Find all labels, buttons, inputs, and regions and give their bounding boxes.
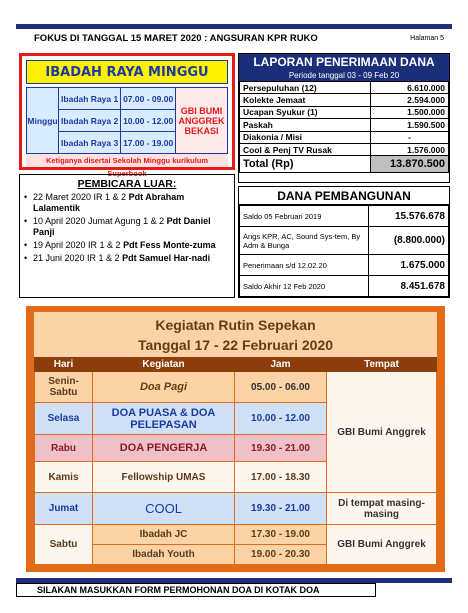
session-name: Ibadah Raya 3 [59,132,121,154]
activity-cell: COOL [93,493,235,525]
speaker-name: Pdt Abraham Lalamentik [33,192,185,213]
dana-row [240,227,449,255]
row-label: Saldo 05 Februari 2019 [240,206,369,227]
row-value: 6.610.000 [371,82,449,94]
kegiatan-heading [34,312,437,357]
time-cell: 10.00 - 12.00 [235,403,327,435]
item-text: 10 April 2020 Jumat Agung 1 & 2 [33,216,167,226]
kegiatan-table [34,357,437,565]
laporan-table [239,81,449,173]
laporan-row [240,119,449,131]
laporan-row [240,82,449,94]
time-cell: 19.00 - 20.30 [235,545,327,565]
total-value: 13.870.500 [371,156,449,173]
dana-pembangunan-box [238,186,450,298]
top-bar [16,24,452,29]
speaker-name: Pdt Daniel Panji [33,216,211,237]
table-header-row [35,358,437,372]
item-text: 21 Juni 2020 IR 1 & 2 [33,253,123,263]
place-cell: Di tempat masing-masing [327,493,437,525]
activity-cell: DOA PUASA & DOA PELEPASAN [93,403,235,435]
row-value: - [371,131,449,143]
row-value: 8.451.678 [369,276,449,297]
row-label: Ucapan Syukur (1) [240,106,371,118]
activity-cell: Fellowship UMAS [93,462,235,493]
column-header: Hari [35,358,93,372]
pembicara-title: PEMBICARA LUAR: [77,178,177,190]
session-name: Ibadah Raya 1 [59,88,121,110]
place-cell: GBI Bumi Anggrek [327,372,437,493]
laporan-title: LAPORAN PENERIMAAN DANA [239,54,449,70]
dana-title: DANA PEMBANGUNAN [239,187,449,205]
row-label: Paskah [240,119,371,131]
time-cell: 17.00 - 18.30 [235,462,327,493]
speaker-name: Pdt Fess Monte-zuma [123,240,216,250]
time-cell: 17.30 - 19.00 [235,525,327,545]
day-cell: Sabtu [35,525,93,565]
item-text: 22 Maret 2020 IR 1 & 2 [33,192,129,202]
ibadah-table [26,87,228,154]
ibadah-place: GBI BUMI ANGGREK BEKASI [176,88,228,154]
place-cell: GBI Bumi Anggrek [327,525,437,565]
kegiatan-title: Kegiatan Rutin Sepekan [155,317,316,333]
page-header [16,31,452,47]
activity-cell: Ibadah Youth [93,545,235,565]
page-number: Halaman 5 [410,35,444,42]
header-title: FOKUS DI TANGGAL 15 MARET 2020 : ANGSURAN KPR RUKO [34,33,318,44]
laporan-row [240,106,449,118]
time-cell: 05.00 - 06.00 [235,372,327,403]
laporan-row [240,94,449,106]
speaker-name: Pdt Samuel Har-nadi [122,253,211,263]
row-value: 2.594.000 [371,94,449,106]
pembicara-list [24,192,230,264]
footer-note: SILAKAN MASUKKAN FORM PERMOHONAN DOA DI KOTAK DOA [16,583,376,597]
row-label: Persepuluhan (12) [240,82,371,94]
table-row [35,372,437,403]
column-header: Tempat [327,358,437,372]
list-item [24,240,230,251]
laporan-row [240,143,449,155]
row-label: Kolekte Jemaat [240,94,371,106]
item-text: 19 April 2020 IR 1 & 2 [33,240,124,250]
row-value: 1.675.000 [369,255,449,276]
ibadah-raya-box [19,53,235,178]
list-item [24,216,230,238]
laporan-row [240,131,449,143]
row-label: Saldo Akhir 12 Feb 2020 [240,276,369,297]
column-header: Jam [235,358,327,372]
row-label: Diakonia / Misi [240,131,371,143]
column-header: Kegiatan [93,358,235,372]
table-row [35,525,437,545]
dana-table [239,205,449,297]
list-item [24,192,230,214]
pembicara-box [19,174,235,298]
day-cell: Jumat [35,493,93,525]
dana-row [240,255,449,276]
time-cell: 19.30 - 21.00 [235,493,327,525]
day-cell: Senin-Sabtu [35,372,93,403]
session-time: 10.00 - 12.00 [121,110,176,132]
laporan-box [238,53,450,183]
row-value: 1.576.000 [371,143,449,155]
activity-cell: Doa Pagi [93,372,235,403]
row-value: (8.800.000) [369,227,449,255]
dana-row [240,206,449,227]
row-value: 15.576.678 [369,206,449,227]
row-value: 1.500.000 [371,106,449,118]
activity-cell: Ibadah JC [93,525,235,545]
row-value: 1.590.500 [371,119,449,131]
activity-cell: DOA PENGERJA [93,435,235,462]
session-time: 17.00 - 19.00 [121,132,176,154]
day-cell: Selasa [35,403,93,435]
row-label: Angs KPR, AC, Sound Sys-tem, By Adm & Bunga [240,227,369,255]
day-cell: Rabu [35,435,93,462]
total-label: Total (Rp) [240,156,371,173]
laporan-total-row [240,156,449,173]
day-cell: Kamis [35,462,93,493]
ibadah-note: Ketiganya disertai Sekolah Minggu kurikulum Superbook [26,154,228,167]
session-name: Ibadah Raya 2 [59,110,121,132]
row-label: Penerimaan s/d 12.02.20 [240,255,369,276]
time-cell: 19.30 - 21.00 [235,435,327,462]
laporan-period: Periode tanggal 03 - 09 Feb 20 [239,70,449,81]
kegiatan-box [26,306,445,572]
row-label: Cool & Penj TV Rusak [240,143,371,155]
dana-row [240,276,449,297]
ibadah-day: Minggu [27,88,59,154]
kegiatan-subtitle: Tanggal 17 - 22 Februari 2020 [137,337,334,353]
table-row [35,493,437,525]
list-item [24,253,230,264]
ibadah-title: IBADAH RAYA MINGGU [26,60,228,84]
session-time: 07.00 - 09.00 [121,88,176,110]
